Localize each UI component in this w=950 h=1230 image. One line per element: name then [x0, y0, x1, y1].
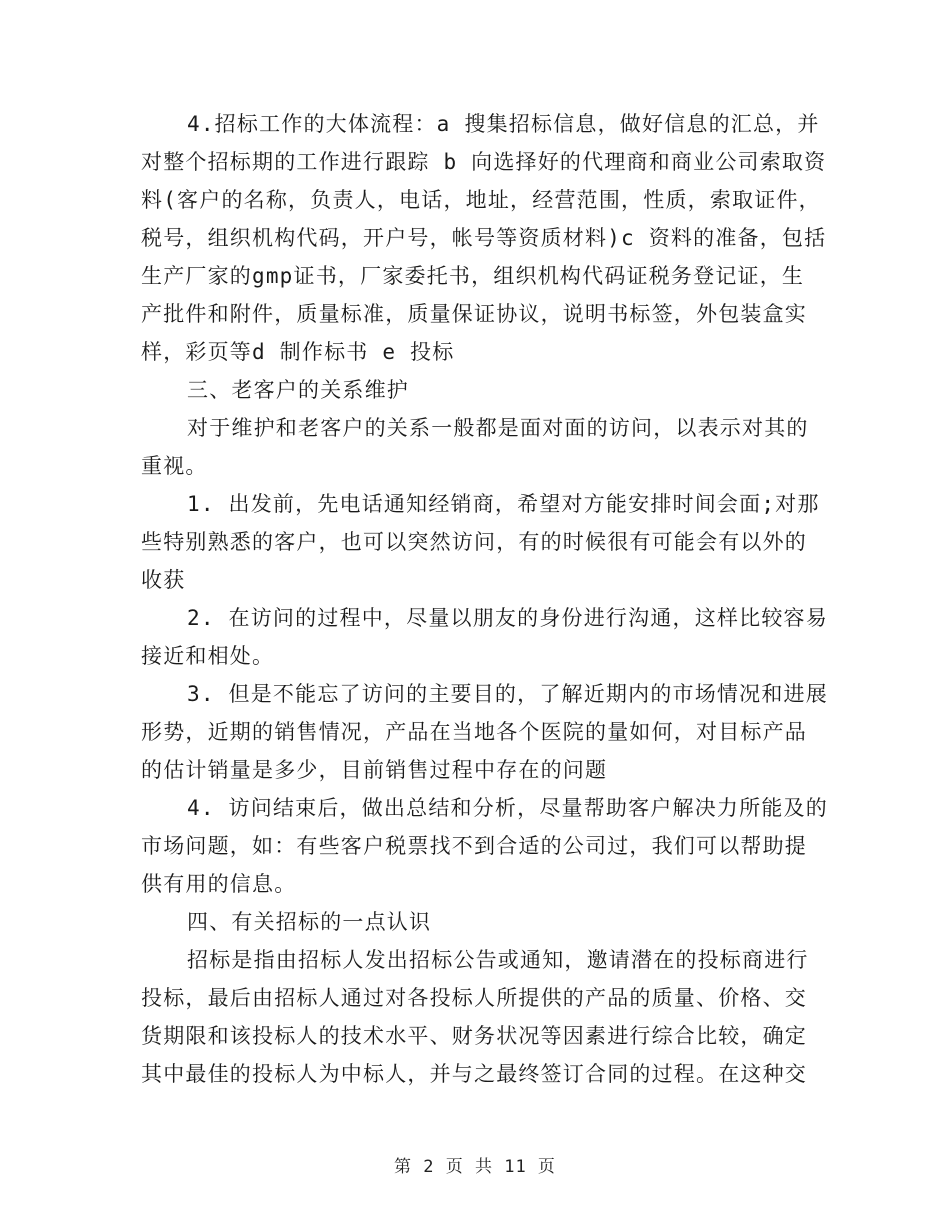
text-line: 3. 但是不能忘了访问的主要目的，了解近期内的市场情况和进展 — [187, 682, 828, 706]
text-line: 生产厂家的gmp证书，厂家委托书，组织机构代码证税务登记证，生 — [141, 264, 805, 288]
text-line: 三、老客户的关系维护 — [187, 378, 409, 402]
text-line: 形势，近期的销售情况，产品在当地各个医院的量如何，对目标产品 — [141, 720, 807, 744]
text-line: 4. 访问结束后，做出总结和分析，尽量帮助客户解决力所能及的 — [187, 796, 828, 820]
page-number-footer: 第 2 页 共 11 页 — [394, 1157, 556, 1177]
text-line: 对整个招标期的工作进行跟踪 b 向选择好的代理商和商业公司索取资 — [141, 150, 827, 174]
text-line: 接近和相处。 — [141, 644, 275, 668]
text-line: 2. 在访问的过程中，尽量以朋友的身份进行沟通，这样比较容易 — [187, 606, 828, 630]
text-line: 1. 出发前，先电话通知经销商，希望对方能安排时间会面;对那 — [187, 492, 820, 516]
text-line: 些特别熟悉的客户，也可以突然访问，有的时候很有可能会有以外的 — [141, 530, 807, 554]
text-line: 4.招标工作的大体流程：a 搜集招标信息，做好信息的汇总，并 — [187, 112, 820, 136]
text-line: 投标，最后由招标人通过对各投标人所提供的产品的质量、价格、交 — [141, 986, 807, 1010]
text-line: 产批件和附件，质量标准，质量保证协议，说明书标签，外包装盒实 — [141, 302, 807, 326]
text-line: 其中最佳的投标人为中标人，并与之最终签订合同的过程。在这种交 — [141, 1062, 807, 1086]
text-line: 收获 — [141, 568, 186, 592]
text-line: 货期限和该投标人的技术水平、财务状况等因素进行综合比较，确定 — [141, 1024, 807, 1048]
text-line: 料(客户的名称，负责人，电话，地址，经营范围，性质，索取证件， — [141, 188, 821, 212]
text-line: 税号，组织机构代码，开户号，帐号等资质材料)c 资料的准备，包括 — [141, 226, 827, 250]
text-line: 重视。 — [141, 454, 208, 478]
text-line: 四、有关招标的一点认识 — [187, 910, 432, 934]
text-line: 供有用的信息。 — [141, 872, 297, 896]
text-line: 对于维护和老客户的关系一般都是面对面的访问，以表示对其的 — [187, 416, 809, 440]
text-line: 样，彩页等d 制作标书 e 投标 — [141, 340, 455, 364]
document-body — [141, 105, 828, 1093]
text-line: 招标是指由招标人发出招标公告或通知，邀请潜在的投标商进行 — [187, 948, 809, 972]
text-line: 市场问题，如：有些客户税票找不到合适的公司过，我们可以帮助提 — [141, 834, 807, 858]
text-line: 的估计销量是多少，目前销售过程中存在的问题 — [141, 758, 608, 782]
